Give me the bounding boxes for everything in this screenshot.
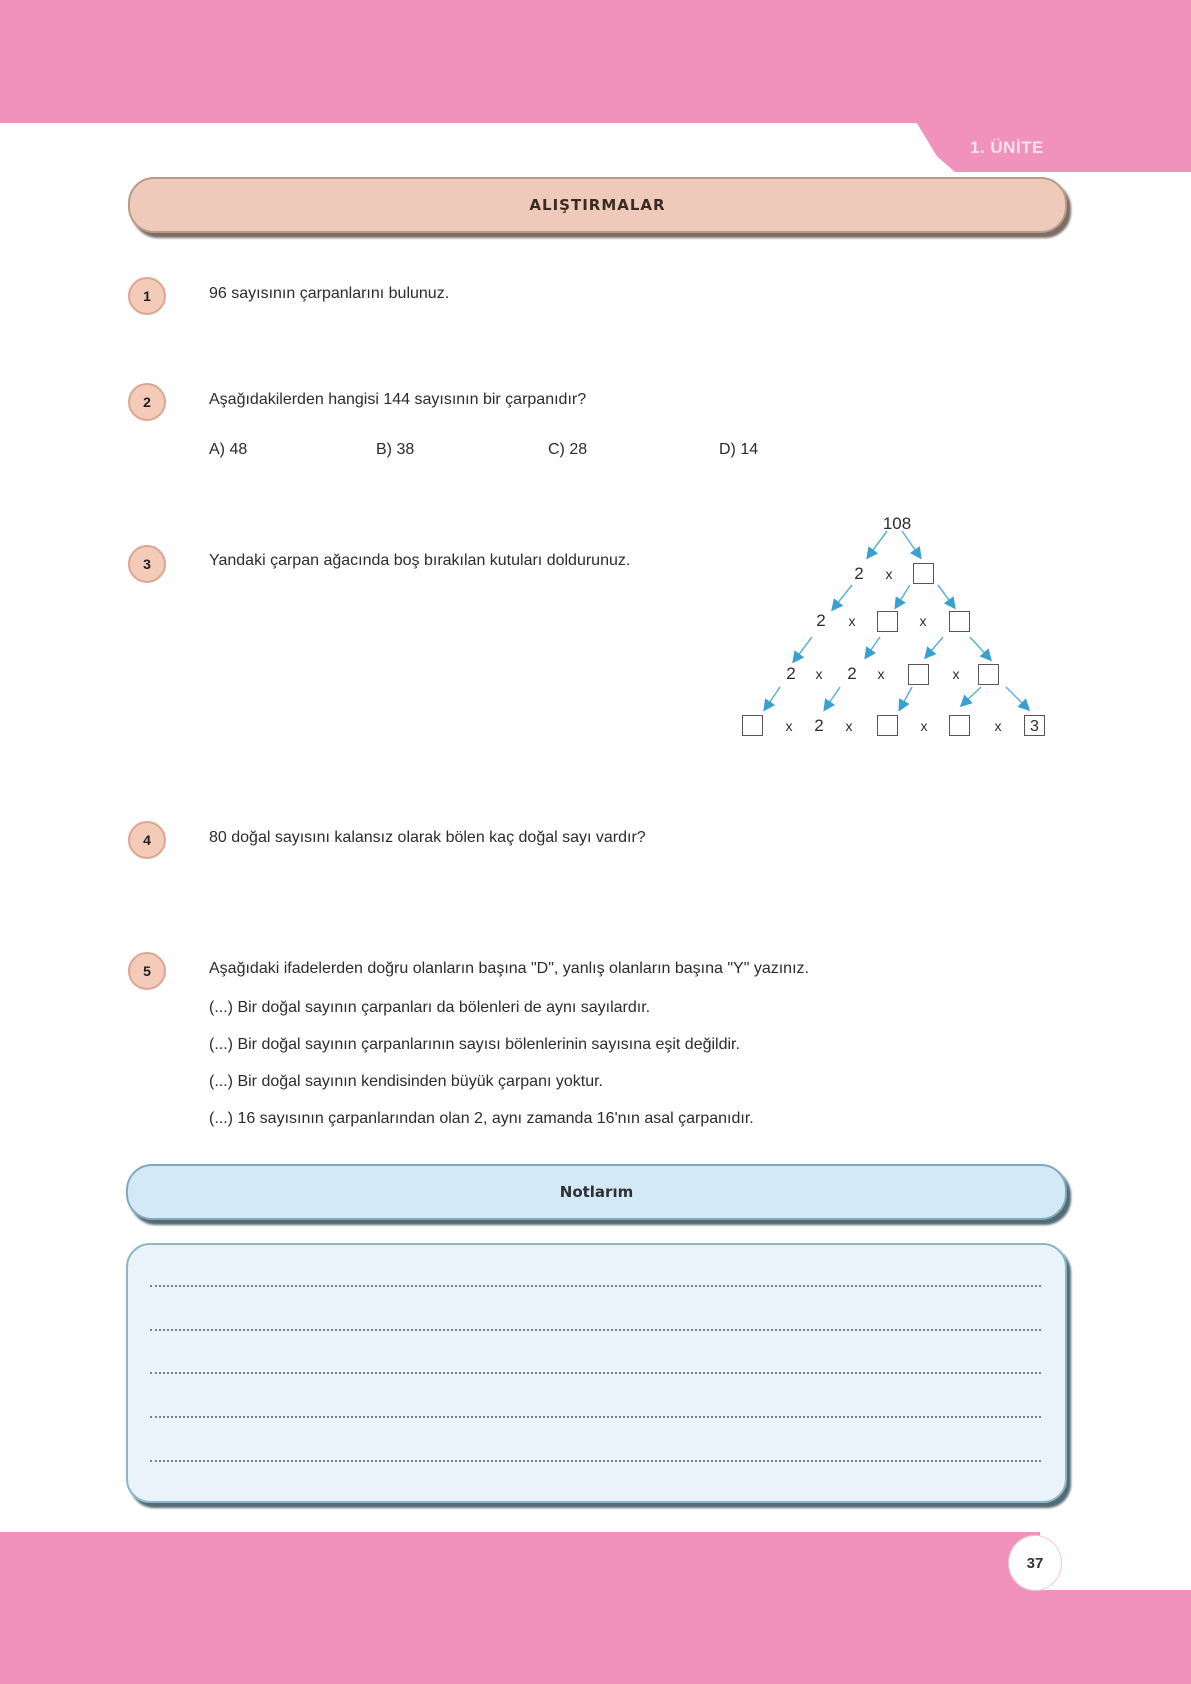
footer-notch [1040, 1532, 1191, 1590]
option-b[interactable]: B) 38 [376, 441, 415, 458]
option-c[interactable]: C) 28 [548, 441, 588, 458]
unit-label: 1. ÜNİTE [970, 138, 1044, 157]
tree-times: x [785, 718, 793, 734]
question-number: 2 [143, 394, 151, 410]
question-1-badge [128, 277, 166, 315]
question-5-text: Aşağıdaki ifadelerden doğru olanların başına "D", yanlış olanların başına "Y" yazınız. [209, 960, 809, 977]
tree-times: x [920, 718, 928, 734]
tree-factor: 2 [847, 664, 857, 683]
tree-times: x [848, 613, 856, 629]
question-3-badge [128, 545, 166, 583]
question-4-badge [128, 821, 166, 859]
statement-1[interactable]: (...) Bir doğal sayının çarpanları da bölenleri de aynı sayılardır. [209, 999, 651, 1016]
tree-times: x [885, 566, 893, 582]
tree-times: x [994, 718, 1002, 734]
page-number [1008, 1535, 1062, 1591]
tree-times: x [952, 666, 960, 682]
note-line[interactable] [150, 1372, 1041, 1374]
tree-blank-box[interactable] [978, 664, 999, 685]
tree-blank-box[interactable] [908, 664, 929, 685]
statement-3[interactable]: (...) Bir doğal sayının kendisinden büyük çarpanı yoktur. [209, 1073, 603, 1090]
notes-box[interactable] [126, 1243, 1067, 1503]
notes-title: Notlarım [559, 1183, 634, 1201]
header-band [0, 0, 1191, 123]
tree-factor: 2 [854, 564, 864, 583]
tree-times: x [919, 613, 927, 629]
question-5-badge [128, 952, 166, 990]
question-1-text: 96 sayısının çarpanlarını bulunuz. [209, 285, 450, 302]
note-line[interactable] [150, 1416, 1041, 1418]
page-number-text: 37 [1026, 1554, 1044, 1572]
statement-4[interactable]: (...) 16 sayısının çarpanlarından olan 2, aynı zamanda 16'nın asal çarpanıdır. [209, 1110, 754, 1127]
question-4-text: 80 doğal sayısını kalansız olarak bölen kaç doğal sayı vardır? [209, 829, 646, 846]
option-a[interactable]: A) 48 [209, 441, 248, 458]
note-line[interactable] [150, 1285, 1041, 1287]
tree-root: 108 [882, 514, 912, 533]
tree-blank-box[interactable] [949, 715, 970, 736]
question-number: 1 [143, 288, 151, 304]
tree-blank-box[interactable] [949, 611, 970, 632]
question-3-text: Yandaki çarpan ağacında boş bırakılan kutuları doldurunuz. [209, 552, 631, 569]
exercises-title-bar [128, 177, 1067, 233]
tree-factor: 2 [786, 664, 796, 683]
statement-2[interactable]: (...) Bir doğal sayının çarpanlarının sayısı bölenlerinin sayısına eşit değildir. [209, 1036, 740, 1053]
question-2-badge [128, 383, 166, 421]
tree-factor: 2 [814, 716, 824, 735]
tree-times: x [877, 666, 885, 682]
question-number: 3 [143, 556, 151, 572]
tree-blank-box[interactable] [913, 563, 934, 584]
tree-blank-box[interactable] [877, 715, 898, 736]
tree-times: x [815, 666, 823, 682]
exercises-title: ALIŞTIRMALAR [529, 196, 666, 214]
tree-factor: 2 [816, 611, 826, 630]
note-line[interactable] [150, 1460, 1041, 1462]
unit-tab [915, 120, 1191, 172]
question-number: 4 [143, 832, 151, 848]
tree-blank-box[interactable] [742, 715, 763, 736]
tree-filled-box: 3 [1024, 715, 1045, 736]
question-number: 5 [143, 963, 151, 979]
tree-blank-box[interactable] [877, 611, 898, 632]
tree-times: x [845, 718, 853, 734]
notes-title-bar [126, 1164, 1067, 1220]
question-2-text: Aşağıdakilerden hangisi 144 sayısının bir çarpanıdır? [209, 391, 587, 408]
option-d[interactable]: D) 14 [719, 441, 759, 458]
note-line[interactable] [150, 1329, 1041, 1331]
